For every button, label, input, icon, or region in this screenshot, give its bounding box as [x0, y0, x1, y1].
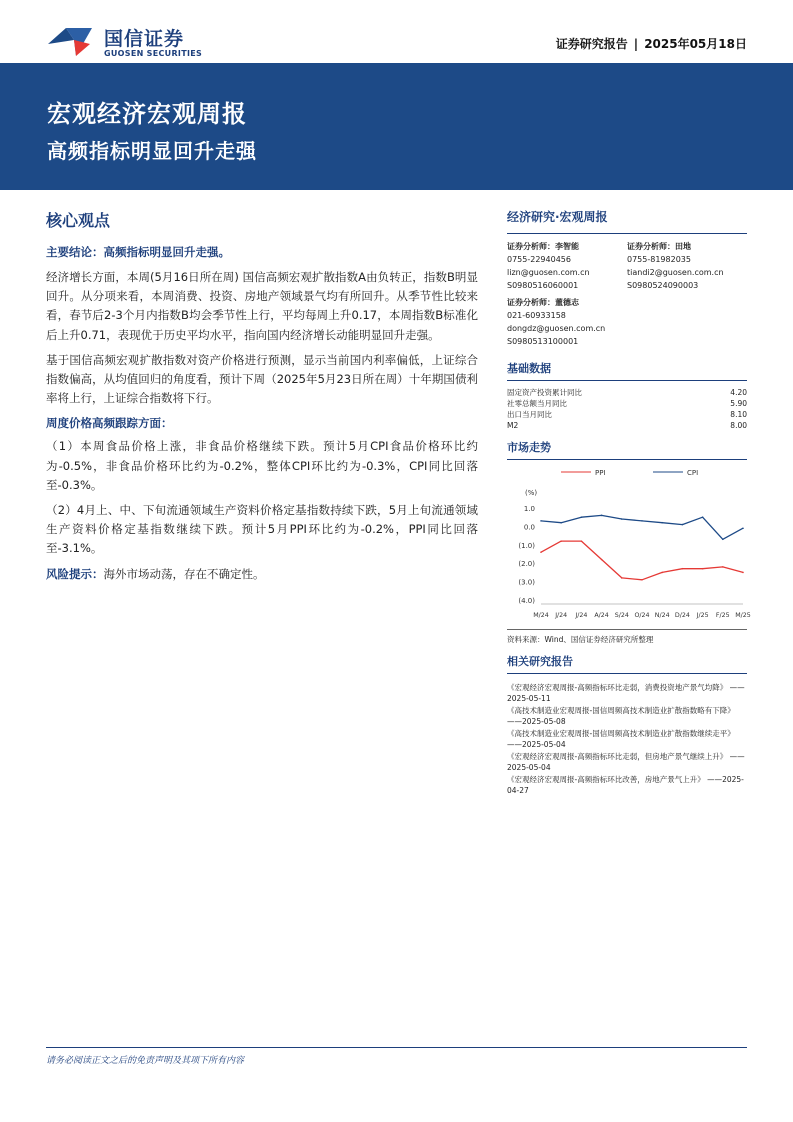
- related-report-link[interactable]: 《宏观经济宏观周报-高频指标环比走弱，消费投资地产景气均降》 ——2025-05-11: [507, 683, 745, 703]
- analyst-name: 证券分析师：董德志: [507, 298, 579, 307]
- data-point-cpi: [742, 527, 744, 529]
- data-point-cpi: [621, 518, 623, 520]
- data-point-ppi: [722, 566, 724, 568]
- report-subtitle: 高频指标明显回升走强: [47, 139, 257, 163]
- y-tick-label: 0.0: [523, 523, 535, 532]
- y-unit-label: (%): [525, 489, 538, 497]
- x-tick-label: O/24: [634, 612, 650, 619]
- data-point-ppi: [702, 568, 704, 570]
- ppi-paragraph: （2）4月上、中、下旬流通领域生产资料价格定基指数持续下跌，5月上旬流通领域生产资料价格定基指数继续下跌。预计5月PPI环比约为-0.2%，PPI同比回落至-3.1%。: [46, 503, 478, 556]
- cpi-paragraph: （1）本周食品价格上涨，非食品价格继续下跌。预计5月CPI食品价格环比约为-0.5%，非食品价格环比约为-0.2%，整体CPI环比约为-0.3%，CPI同比回落至-0.3%。: [46, 439, 478, 492]
- analyst-name: 证券分析师：田地: [627, 242, 691, 251]
- x-tick-label: M/25: [735, 612, 751, 619]
- related-report-link[interactable]: 《宏观经济宏观周报-高频指标环比走弱，但房地产景气继续上升》 ——2025-05-04: [507, 752, 745, 772]
- meta-separator: |: [633, 37, 639, 51]
- related-report-link[interactable]: 《高技术制造业宏观周报-国信周频高技术制造业扩散指数继续走平》 ——2025-05-04: [507, 729, 735, 749]
- stat-row: [507, 387, 747, 398]
- logo-text-en: GUOSEN SECURITIES: [104, 49, 203, 58]
- basic-data-table: [507, 387, 747, 431]
- guosen-logo-icon: [46, 22, 102, 62]
- data-point-cpi: [601, 515, 603, 517]
- legend-label: CPI: [687, 469, 699, 477]
- stat-row: [507, 420, 747, 431]
- analyst-phone: 021-60933158: [507, 311, 566, 320]
- y-tick-label: (1.0): [518, 541, 535, 550]
- report-category: 经济研究·宏观周报: [507, 208, 747, 234]
- footer-disclaimer: 请务必阅读正文之后的免责声明及其项下所有内容: [46, 1056, 245, 1066]
- basic-data-title: 基础数据: [507, 360, 747, 381]
- stat-label: 固定资产投资累计同比: [507, 388, 582, 397]
- main-conclusion: 主要结论：高频指标明显回升走强。: [46, 245, 230, 259]
- data-point-ppi: [601, 559, 603, 561]
- y-tick-label: 1.0: [523, 505, 535, 513]
- report-meta: [556, 35, 747, 52]
- data-point-cpi: [702, 516, 704, 518]
- x-tick-label: N/24: [654, 612, 670, 619]
- data-point-ppi: [581, 540, 583, 542]
- x-tick-label: J/24: [575, 612, 588, 619]
- price-tracking-heading: 周度价格高频跟踪方面：: [46, 416, 173, 431]
- stat-label: M2: [507, 421, 519, 430]
- data-point-ppi: [560, 540, 562, 542]
- data-point-cpi: [560, 522, 562, 524]
- logo-text-cn: 国信证券: [104, 28, 185, 50]
- analyst-email[interactable]: dongdz@guosen.com.cn: [507, 324, 606, 333]
- guosen-logo: [46, 22, 246, 62]
- data-point-ppi: [682, 568, 684, 570]
- x-tick-label: A/24: [594, 612, 609, 619]
- market-chart-svg: [507, 460, 751, 630]
- legend-label: PPI: [595, 469, 606, 477]
- x-tick-label: J/25: [696, 612, 709, 619]
- market-chart: [507, 460, 751, 630]
- data-point-cpi: [661, 522, 663, 524]
- report-title: 宏观经济宏观周报: [47, 100, 247, 128]
- stat-row: [507, 409, 747, 420]
- stat-row: [507, 398, 747, 409]
- core-view-title: 核心观点: [46, 211, 111, 230]
- stat-label: 出口当月同比: [507, 410, 552, 419]
- x-tick-label: D/24: [674, 612, 690, 619]
- stat-value: 5.90: [730, 399, 747, 408]
- stat-value: 8.00: [730, 421, 747, 430]
- asset-forecast-paragraph: 基于国信高频宏观扩散指数对资产价格进行预测，显示当前国内利率偏低，上证综合指数偏高，从均值回归的角度看，预计下周（2025年5月23日所在周）十年期国债利率将上行，上证综合指数将下行。: [46, 352, 478, 406]
- analyst-card: [627, 240, 747, 292]
- data-point-ppi: [621, 577, 623, 579]
- data-point-cpi: [540, 520, 542, 522]
- y-tick-label: (2.0): [518, 560, 535, 569]
- analyst-list: [507, 240, 747, 352]
- x-tick-label: S/24: [614, 612, 629, 619]
- sidebar: [507, 208, 751, 797]
- stat-value: 4.20: [730, 388, 747, 397]
- report-date: 2025年05月18日: [644, 37, 747, 51]
- x-tick-label: J/24: [555, 612, 568, 619]
- analyst-cert: S0980516060001: [507, 281, 579, 290]
- y-tick-label: (3.0): [518, 578, 535, 587]
- data-point-ppi: [641, 579, 643, 581]
- analyst-phone: 0755-81982035: [627, 255, 691, 264]
- series-line-cpi: [541, 515, 743, 539]
- data-point-cpi: [682, 524, 684, 526]
- analyst-card: [507, 296, 627, 348]
- stat-value: 8.10: [730, 410, 747, 419]
- report-type: 证券研究报告: [555, 37, 628, 51]
- data-point-ppi: [661, 572, 663, 574]
- stat-label: 社零总额当月同比: [507, 399, 567, 408]
- risk-label: 风险提示：: [46, 566, 104, 581]
- data-point-ppi: [742, 572, 744, 574]
- series-line-ppi: [541, 541, 743, 580]
- data-point-cpi: [581, 516, 583, 518]
- analyst-card: [507, 240, 627, 292]
- data-point-cpi: [722, 538, 724, 540]
- related-reports-title: 相关研究报告: [507, 653, 747, 674]
- x-tick-label: M/24: [533, 612, 549, 619]
- growth-paragraph: 经济增长方面，本周(5月16日所在周) 国信高频宏观扩散指数A由负转正，指数B明显回升。从分项来看，本周消费、投资、房地产领域景气均有所回升。从季节性比较来看，春节后2-3个月内指数B均会季节性上行，平均每周上升0.17，本周指数B标准化后上升0.71，表现优于历史平均水平，指向国内经济增长动能明显回升走强。: [46, 270, 478, 342]
- y-tick-label: (4.0): [518, 597, 535, 605]
- analyst-phone: 0755-22940456: [507, 255, 571, 264]
- market-trend-title: 市场走势: [507, 439, 747, 460]
- x-tick-label: F/25: [715, 612, 730, 619]
- data-point-ppi: [540, 551, 542, 553]
- risk-text: 海外市场动荡，存在不确定性。: [103, 566, 265, 581]
- main-content: [46, 208, 478, 584]
- related-reports-list: [507, 682, 747, 796]
- analyst-name: 证券分析师：李智能: [507, 242, 579, 251]
- analyst-cert: S0980524090003: [627, 281, 699, 290]
- risk-warning: [46, 565, 478, 584]
- analyst-email[interactable]: lizn@guosen.com.cn: [507, 268, 590, 277]
- related-report-link[interactable]: 《宏观经济宏观周报-高频指标环比改善，房地产景气上升》 ——2025-04-27: [507, 775, 744, 795]
- related-report-link[interactable]: 《高技术制造业宏观周报-国信周频高技术制造业扩散指数略有下降》 ——2025-05-08: [507, 706, 735, 726]
- data-point-cpi: [641, 520, 643, 522]
- analyst-email[interactable]: tiandi2@guosen.com.cn: [627, 268, 724, 277]
- analyst-cert: S0980513100001: [507, 337, 579, 346]
- footer-divider: [46, 1047, 747, 1048]
- chart-source: 资料来源：Wind、国信证券经济研究所整理: [507, 635, 654, 644]
